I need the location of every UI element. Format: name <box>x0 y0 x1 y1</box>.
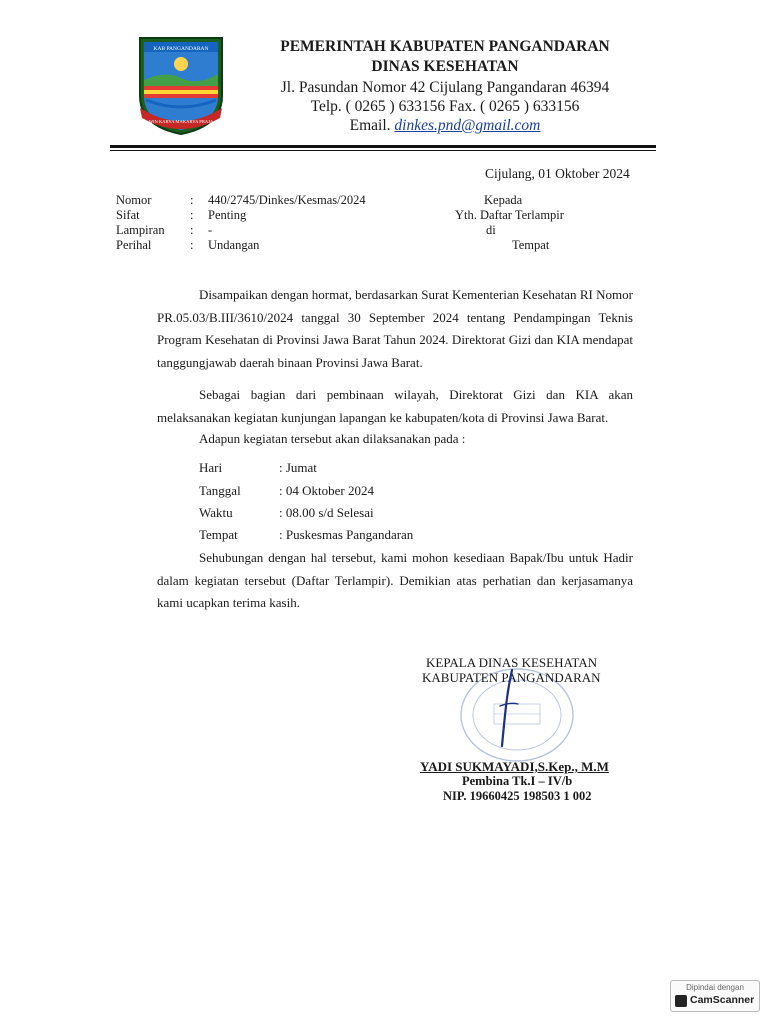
meta-label-sifat: Sifat <box>116 208 140 222</box>
body-paragraph-3: Adapun kegiatan tersebut akan dilaksanakan pada : <box>199 431 466 446</box>
meta-colon: : <box>190 238 194 252</box>
signature-title-2: KABUPATEN PANGANDARAN <box>422 670 601 685</box>
logo-top-text: KAB PANGANDARAN <box>153 46 209 52</box>
body-paragraph-1: Disampaikan dengan hormat, berdasarkan Surat Kementerian Kesehatan RI Nomor PR.05.03/B.III/3610/2024 tanggal 30 September 2024 tentang Pendampingan Teknis Program Kesehatan di Provinsi Jawa Barat Tahun 2024. Direktorat Gizi dan KIA mendapat tanggungjawab daerah binaan Provinsi Jawa Barat. <box>157 287 633 370</box>
meta-colon: : <box>190 193 194 207</box>
meta-value-perihal: Undangan <box>208 238 260 252</box>
camscanner-logo-icon <box>675 995 687 1007</box>
detail-label-waktu: Waktu <box>199 505 233 520</box>
meta-colon: : <box>190 223 194 237</box>
email-label: Email. <box>349 117 391 134</box>
detail-label-tempat: Tempat <box>199 527 238 542</box>
letterhead-phone: Telp. ( 0265 ) 633156 Fax. ( 0265 ) 633156 <box>310 98 580 115</box>
meta-value-nomor: 440/2745/Dinkes/Kesmas/2024 <box>208 193 366 207</box>
detail-label-hari: Hari <box>199 460 223 475</box>
detail-value-tanggal: : 04 Oktober 2024 <box>279 483 374 498</box>
watermark-caption: Dipindai dengan <box>686 983 744 992</box>
letterhead-address: Jl. Pasundan Nomor 42 Cijulang Pangandaran 46394 <box>280 79 610 96</box>
regency-emblem-logo <box>136 34 226 138</box>
meta-colon: : <box>190 208 194 222</box>
letterhead-government: PEMERINTAH KABUPATEN PANGANDARAN <box>280 38 610 55</box>
signatory-rank: Pembina Tk.I – IV/b <box>462 774 573 788</box>
watermark-brand: CamScanner <box>690 994 755 1006</box>
meta-label-lampiran: Lampiran <box>116 223 165 237</box>
recipient-tempat: Tempat <box>512 238 550 252</box>
handwritten-signature <box>488 668 528 748</box>
meta-label-perihal: Perihal <box>116 238 152 252</box>
meta-value-sifat: Penting <box>208 208 247 222</box>
meta-value-lampiran: - <box>208 223 213 237</box>
body-paragraph-4: Sehubungan dengan hal tersebut, kami mohon kesediaan Bapak/Ibu untuk Hadir dalam kegiatan tersebut (Daftar Terlampir). Demikian atas perhatian dan kerjasamanya kami ucapkan terima kasih. <box>157 550 633 610</box>
meta-label-nomor: Nomor <box>116 193 152 207</box>
detail-value-waktu: : 08.00 s/d Selesai <box>279 505 374 520</box>
letterhead-rule-thick <box>110 145 656 148</box>
camscanner-watermark <box>670 980 760 1012</box>
body-paragraph-2: Sebagai bagian dari pembinaan wilayah, Direktorat Gizi dan KIA akan melaksanakan kegiatan kunjungan lapangan ke kabupaten/kota di Provinsi Jawa Barat. <box>157 387 633 425</box>
recipient-di: di <box>486 223 496 237</box>
signatory-name: YADI SUKMAYADI,S.Kep., M.M <box>420 759 609 774</box>
letterhead-agency: DINAS KESEHATAN <box>371 58 519 75</box>
recipient-name: Yth. Daftar Terlampir <box>455 208 564 222</box>
signatory-nip: NIP. 19660425 198503 1 002 <box>443 789 592 803</box>
logo-motto: WIN KARYA MAKARYA PRAJA <box>148 119 214 124</box>
recipient-kepada: Kepada <box>484 193 523 207</box>
detail-value-hari: : Jumat <box>279 460 317 475</box>
detail-value-tempat: : Puskesmas Pangandaran <box>279 527 414 542</box>
letter-date: Cijulang, 01 Oktober 2024 <box>485 166 630 181</box>
email-link[interactable]: dinkes.pnd@gmail.com <box>394 117 541 134</box>
letterhead-email-line <box>250 117 640 135</box>
detail-label-tanggal: Tanggal <box>199 483 241 498</box>
letterhead-rule-thin <box>110 150 656 151</box>
signature-title-1: KEPALA DINAS KESEHATAN <box>426 655 598 670</box>
